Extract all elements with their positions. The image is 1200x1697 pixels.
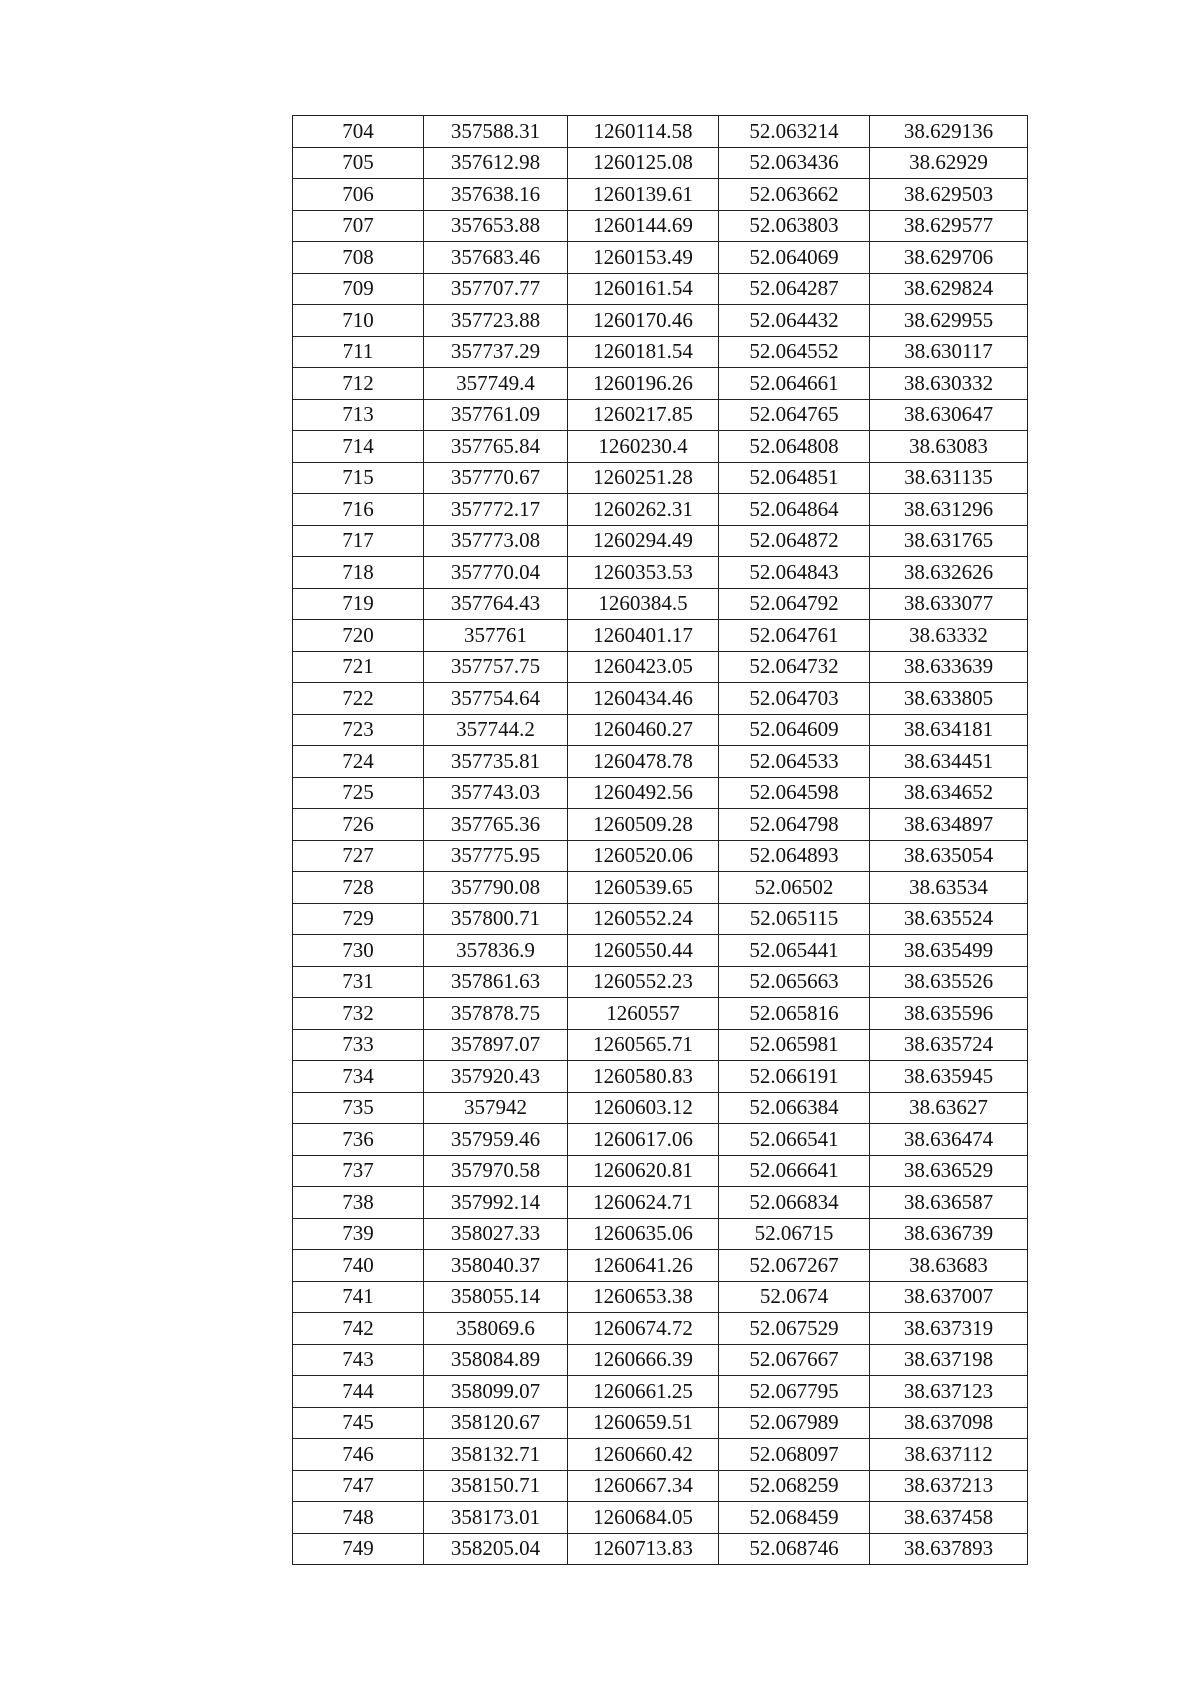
x-coordinate-cell: 357959.46 [424, 1124, 568, 1156]
table-row [293, 1029, 1028, 1061]
x-coordinate-cell: 358099.07 [424, 1376, 568, 1408]
longitude-cell: 52.064732 [719, 651, 870, 683]
point-number-cell: 741 [293, 1281, 424, 1313]
longitude-cell: 52.065441 [719, 935, 870, 967]
x-coordinate-cell: 357992.14 [424, 1187, 568, 1219]
latitude-cell: 38.631135 [870, 462, 1028, 494]
latitude-cell: 38.63534 [870, 872, 1028, 904]
latitude-cell: 38.630332 [870, 368, 1028, 400]
y-coordinate-cell: 1260659.51 [568, 1407, 719, 1439]
latitude-cell: 38.637213 [870, 1470, 1028, 1502]
y-coordinate-cell: 1260603.12 [568, 1092, 719, 1124]
point-number-cell: 745 [293, 1407, 424, 1439]
longitude-cell: 52.066641 [719, 1155, 870, 1187]
longitude-cell: 52.06502 [719, 872, 870, 904]
latitude-cell: 38.637112 [870, 1439, 1028, 1471]
x-coordinate-cell: 357683.46 [424, 242, 568, 274]
latitude-cell: 38.634897 [870, 809, 1028, 841]
table-row [293, 179, 1028, 211]
table-row [293, 1313, 1028, 1345]
y-coordinate-cell: 1260139.61 [568, 179, 719, 211]
point-number-cell: 724 [293, 746, 424, 778]
x-coordinate-cell: 357775.95 [424, 840, 568, 872]
latitude-cell: 38.631765 [870, 525, 1028, 557]
table-row [293, 1124, 1028, 1156]
table-row [293, 1344, 1028, 1376]
point-number-cell: 744 [293, 1376, 424, 1408]
longitude-cell: 52.064432 [719, 305, 870, 337]
y-coordinate-cell: 1260552.24 [568, 903, 719, 935]
latitude-cell: 38.63683 [870, 1250, 1028, 1282]
y-coordinate-cell: 1260125.08 [568, 147, 719, 179]
x-coordinate-cell: 357744.2 [424, 714, 568, 746]
y-coordinate-cell: 1260565.71 [568, 1029, 719, 1061]
y-coordinate-cell: 1260423.05 [568, 651, 719, 683]
x-coordinate-cell: 357861.63 [424, 966, 568, 998]
longitude-cell: 52.067529 [719, 1313, 870, 1345]
point-number-cell: 743 [293, 1344, 424, 1376]
longitude-cell: 52.066384 [719, 1092, 870, 1124]
x-coordinate-cell: 357612.98 [424, 147, 568, 179]
x-coordinate-cell: 357757.75 [424, 651, 568, 683]
table-row [293, 336, 1028, 368]
latitude-cell: 38.630647 [870, 399, 1028, 431]
point-number-cell: 733 [293, 1029, 424, 1061]
longitude-cell: 52.067267 [719, 1250, 870, 1282]
x-coordinate-cell: 357836.9 [424, 935, 568, 967]
table-row [293, 840, 1028, 872]
y-coordinate-cell: 1260660.42 [568, 1439, 719, 1471]
x-coordinate-cell: 357749.4 [424, 368, 568, 400]
longitude-cell: 52.064287 [719, 273, 870, 305]
longitude-cell: 52.065115 [719, 903, 870, 935]
x-coordinate-cell: 358069.6 [424, 1313, 568, 1345]
x-coordinate-cell: 357790.08 [424, 872, 568, 904]
x-coordinate-cell: 357754.64 [424, 683, 568, 715]
longitude-cell: 52.067989 [719, 1407, 870, 1439]
point-number-cell: 739 [293, 1218, 424, 1250]
table-row [293, 242, 1028, 274]
table-row [293, 714, 1028, 746]
x-coordinate-cell: 357653.88 [424, 210, 568, 242]
longitude-cell: 52.064792 [719, 588, 870, 620]
x-coordinate-cell: 358205.04 [424, 1533, 568, 1565]
point-number-cell: 704 [293, 116, 424, 148]
table-row [293, 1092, 1028, 1124]
y-coordinate-cell: 1260624.71 [568, 1187, 719, 1219]
coordinates-table [292, 115, 1028, 1565]
latitude-cell: 38.629577 [870, 210, 1028, 242]
x-coordinate-cell: 358040.37 [424, 1250, 568, 1282]
x-coordinate-cell: 358084.89 [424, 1344, 568, 1376]
longitude-cell: 52.068097 [719, 1439, 870, 1471]
y-coordinate-cell: 1260251.28 [568, 462, 719, 494]
x-coordinate-cell: 358173.01 [424, 1502, 568, 1534]
table-row [293, 399, 1028, 431]
x-coordinate-cell: 357638.16 [424, 179, 568, 211]
longitude-cell: 52.064872 [719, 525, 870, 557]
longitude-cell: 52.064893 [719, 840, 870, 872]
latitude-cell: 38.63627 [870, 1092, 1028, 1124]
y-coordinate-cell: 1260520.06 [568, 840, 719, 872]
x-coordinate-cell: 357970.58 [424, 1155, 568, 1187]
table-row [293, 525, 1028, 557]
latitude-cell: 38.63332 [870, 620, 1028, 652]
longitude-cell: 52.067795 [719, 1376, 870, 1408]
x-coordinate-cell: 357761.09 [424, 399, 568, 431]
table-row [293, 1218, 1028, 1250]
x-coordinate-cell: 357800.71 [424, 903, 568, 935]
y-coordinate-cell: 1260674.72 [568, 1313, 719, 1345]
point-number-cell: 718 [293, 557, 424, 589]
table-row [293, 1439, 1028, 1471]
point-number-cell: 728 [293, 872, 424, 904]
latitude-cell: 38.629955 [870, 305, 1028, 337]
longitude-cell: 52.068459 [719, 1502, 870, 1534]
latitude-cell: 38.633077 [870, 588, 1028, 620]
latitude-cell: 38.63083 [870, 431, 1028, 463]
y-coordinate-cell: 1260635.06 [568, 1218, 719, 1250]
latitude-cell: 38.636587 [870, 1187, 1028, 1219]
x-coordinate-cell: 357765.84 [424, 431, 568, 463]
point-number-cell: 731 [293, 966, 424, 998]
table-row [293, 1470, 1028, 1502]
x-coordinate-cell: 357737.29 [424, 336, 568, 368]
y-coordinate-cell: 1260666.39 [568, 1344, 719, 1376]
longitude-cell: 52.064761 [719, 620, 870, 652]
point-number-cell: 742 [293, 1313, 424, 1345]
point-number-cell: 735 [293, 1092, 424, 1124]
point-number-cell: 705 [293, 147, 424, 179]
x-coordinate-cell: 358027.33 [424, 1218, 568, 1250]
x-coordinate-cell: 357765.36 [424, 809, 568, 841]
longitude-cell: 52.064598 [719, 777, 870, 809]
point-number-cell: 749 [293, 1533, 424, 1565]
table-row [293, 1502, 1028, 1534]
longitude-cell: 52.066541 [719, 1124, 870, 1156]
y-coordinate-cell: 1260294.49 [568, 525, 719, 557]
point-number-cell: 734 [293, 1061, 424, 1093]
table-row [293, 273, 1028, 305]
longitude-cell: 52.064798 [719, 809, 870, 841]
latitude-cell: 38.629503 [870, 179, 1028, 211]
point-number-cell: 723 [293, 714, 424, 746]
table-row [293, 1250, 1028, 1282]
longitude-cell: 52.064552 [719, 336, 870, 368]
y-coordinate-cell: 1260460.27 [568, 714, 719, 746]
table-row [293, 1281, 1028, 1313]
x-coordinate-cell: 358055.14 [424, 1281, 568, 1313]
point-number-cell: 720 [293, 620, 424, 652]
longitude-cell: 52.064609 [719, 714, 870, 746]
longitude-cell: 52.063662 [719, 179, 870, 211]
point-number-cell: 712 [293, 368, 424, 400]
longitude-cell: 52.066834 [719, 1187, 870, 1219]
y-coordinate-cell: 1260684.05 [568, 1502, 719, 1534]
table-row [293, 431, 1028, 463]
y-coordinate-cell: 1260114.58 [568, 116, 719, 148]
point-number-cell: 740 [293, 1250, 424, 1282]
table-row [293, 1376, 1028, 1408]
y-coordinate-cell: 1260641.26 [568, 1250, 719, 1282]
latitude-cell: 38.637198 [870, 1344, 1028, 1376]
y-coordinate-cell: 1260661.25 [568, 1376, 719, 1408]
table-row [293, 1187, 1028, 1219]
table-row [293, 305, 1028, 337]
y-coordinate-cell: 1260550.44 [568, 935, 719, 967]
latitude-cell: 38.634652 [870, 777, 1028, 809]
longitude-cell: 52.064069 [719, 242, 870, 274]
y-coordinate-cell: 1260478.78 [568, 746, 719, 778]
y-coordinate-cell: 1260144.69 [568, 210, 719, 242]
x-coordinate-cell: 357878.75 [424, 998, 568, 1030]
y-coordinate-cell: 1260552.23 [568, 966, 719, 998]
x-coordinate-cell: 357772.17 [424, 494, 568, 526]
longitude-cell: 52.064851 [719, 462, 870, 494]
y-coordinate-cell: 1260401.17 [568, 620, 719, 652]
y-coordinate-cell: 1260181.54 [568, 336, 719, 368]
latitude-cell: 38.632626 [870, 557, 1028, 589]
y-coordinate-cell: 1260161.54 [568, 273, 719, 305]
y-coordinate-cell: 1260509.28 [568, 809, 719, 841]
point-number-cell: 719 [293, 588, 424, 620]
y-coordinate-cell: 1260617.06 [568, 1124, 719, 1156]
table-row [293, 651, 1028, 683]
latitude-cell: 38.634451 [870, 746, 1028, 778]
longitude-cell: 52.063803 [719, 210, 870, 242]
table-body [293, 116, 1028, 1565]
y-coordinate-cell: 1260580.83 [568, 1061, 719, 1093]
point-number-cell: 730 [293, 935, 424, 967]
table-row [293, 1533, 1028, 1565]
table-row [293, 462, 1028, 494]
latitude-cell: 38.635596 [870, 998, 1028, 1030]
point-number-cell: 717 [293, 525, 424, 557]
point-number-cell: 737 [293, 1155, 424, 1187]
table-row [293, 147, 1028, 179]
table-row [293, 1155, 1028, 1187]
longitude-cell: 52.066191 [719, 1061, 870, 1093]
y-coordinate-cell: 1260384.5 [568, 588, 719, 620]
latitude-cell: 38.635054 [870, 840, 1028, 872]
x-coordinate-cell: 357764.43 [424, 588, 568, 620]
point-number-cell: 713 [293, 399, 424, 431]
y-coordinate-cell: 1260557 [568, 998, 719, 1030]
longitude-cell: 52.067667 [719, 1344, 870, 1376]
latitude-cell: 38.637458 [870, 1502, 1028, 1534]
latitude-cell: 38.629706 [870, 242, 1028, 274]
longitude-cell: 52.064808 [719, 431, 870, 463]
table-row [293, 935, 1028, 967]
latitude-cell: 38.629824 [870, 273, 1028, 305]
table-row [293, 620, 1028, 652]
y-coordinate-cell: 1260667.34 [568, 1470, 719, 1502]
y-coordinate-cell: 1260230.4 [568, 431, 719, 463]
table-row [293, 966, 1028, 998]
latitude-cell: 38.637123 [870, 1376, 1028, 1408]
x-coordinate-cell: 357743.03 [424, 777, 568, 809]
latitude-cell: 38.629136 [870, 116, 1028, 148]
x-coordinate-cell: 357588.31 [424, 116, 568, 148]
point-number-cell: 725 [293, 777, 424, 809]
longitude-cell: 52.064661 [719, 368, 870, 400]
point-number-cell: 732 [293, 998, 424, 1030]
point-number-cell: 736 [293, 1124, 424, 1156]
y-coordinate-cell: 1260353.53 [568, 557, 719, 589]
longitude-cell: 52.0674 [719, 1281, 870, 1313]
latitude-cell: 38.637007 [870, 1281, 1028, 1313]
point-number-cell: 721 [293, 651, 424, 683]
x-coordinate-cell: 357707.77 [424, 273, 568, 305]
latitude-cell: 38.636474 [870, 1124, 1028, 1156]
longitude-cell: 52.065663 [719, 966, 870, 998]
table-row [293, 683, 1028, 715]
point-number-cell: 738 [293, 1187, 424, 1219]
latitude-cell: 38.637319 [870, 1313, 1028, 1345]
longitude-cell: 52.063214 [719, 116, 870, 148]
point-number-cell: 711 [293, 336, 424, 368]
longitude-cell: 52.064864 [719, 494, 870, 526]
y-coordinate-cell: 1260217.85 [568, 399, 719, 431]
table-row [293, 809, 1028, 841]
point-number-cell: 747 [293, 1470, 424, 1502]
x-coordinate-cell: 357770.04 [424, 557, 568, 589]
y-coordinate-cell: 1260434.46 [568, 683, 719, 715]
x-coordinate-cell: 357773.08 [424, 525, 568, 557]
point-number-cell: 708 [293, 242, 424, 274]
y-coordinate-cell: 1260196.26 [568, 368, 719, 400]
table-row [293, 557, 1028, 589]
longitude-cell: 52.064533 [719, 746, 870, 778]
table-row [293, 998, 1028, 1030]
point-number-cell: 748 [293, 1502, 424, 1534]
x-coordinate-cell: 358120.67 [424, 1407, 568, 1439]
latitude-cell: 38.634181 [870, 714, 1028, 746]
y-coordinate-cell: 1260539.65 [568, 872, 719, 904]
table-row [293, 903, 1028, 935]
latitude-cell: 38.633639 [870, 651, 1028, 683]
longitude-cell: 52.064765 [719, 399, 870, 431]
latitude-cell: 38.635724 [870, 1029, 1028, 1061]
point-number-cell: 746 [293, 1439, 424, 1471]
y-coordinate-cell: 1260653.38 [568, 1281, 719, 1313]
point-number-cell: 716 [293, 494, 424, 526]
x-coordinate-cell: 357723.88 [424, 305, 568, 337]
table-row [293, 116, 1028, 148]
longitude-cell: 52.065981 [719, 1029, 870, 1061]
longitude-cell: 52.064843 [719, 557, 870, 589]
latitude-cell: 38.635526 [870, 966, 1028, 998]
point-number-cell: 710 [293, 305, 424, 337]
latitude-cell: 38.635945 [870, 1061, 1028, 1093]
y-coordinate-cell: 1260262.31 [568, 494, 719, 526]
latitude-cell: 38.637098 [870, 1407, 1028, 1439]
table-row [293, 494, 1028, 526]
point-number-cell: 729 [293, 903, 424, 935]
x-coordinate-cell: 357770.67 [424, 462, 568, 494]
x-coordinate-cell: 357920.43 [424, 1061, 568, 1093]
point-number-cell: 714 [293, 431, 424, 463]
latitude-cell: 38.633805 [870, 683, 1028, 715]
point-number-cell: 709 [293, 273, 424, 305]
table-row [293, 368, 1028, 400]
table-row [293, 210, 1028, 242]
y-coordinate-cell: 1260492.56 [568, 777, 719, 809]
point-number-cell: 722 [293, 683, 424, 715]
y-coordinate-cell: 1260620.81 [568, 1155, 719, 1187]
table-row [293, 872, 1028, 904]
x-coordinate-cell: 357942 [424, 1092, 568, 1124]
latitude-cell: 38.637893 [870, 1533, 1028, 1565]
latitude-cell: 38.62929 [870, 147, 1028, 179]
longitude-cell: 52.063436 [719, 147, 870, 179]
latitude-cell: 38.636739 [870, 1218, 1028, 1250]
latitude-cell: 38.635499 [870, 935, 1028, 967]
point-number-cell: 707 [293, 210, 424, 242]
y-coordinate-cell: 1260170.46 [568, 305, 719, 337]
latitude-cell: 38.635524 [870, 903, 1028, 935]
longitude-cell: 52.064703 [719, 683, 870, 715]
latitude-cell: 38.630117 [870, 336, 1028, 368]
longitude-cell: 52.068746 [719, 1533, 870, 1565]
x-coordinate-cell: 357897.07 [424, 1029, 568, 1061]
latitude-cell: 38.636529 [870, 1155, 1028, 1187]
table-row [293, 777, 1028, 809]
x-coordinate-cell: 357761 [424, 620, 568, 652]
point-number-cell: 726 [293, 809, 424, 841]
y-coordinate-cell: 1260713.83 [568, 1533, 719, 1565]
latitude-cell: 38.631296 [870, 494, 1028, 526]
longitude-cell: 52.06715 [719, 1218, 870, 1250]
longitude-cell: 52.068259 [719, 1470, 870, 1502]
table-row [293, 588, 1028, 620]
y-coordinate-cell: 1260153.49 [568, 242, 719, 274]
table-row [293, 746, 1028, 778]
table-row [293, 1407, 1028, 1439]
point-number-cell: 715 [293, 462, 424, 494]
x-coordinate-cell: 358132.71 [424, 1439, 568, 1471]
x-coordinate-cell: 357735.81 [424, 746, 568, 778]
table-row [293, 1061, 1028, 1093]
x-coordinate-cell: 358150.71 [424, 1470, 568, 1502]
longitude-cell: 52.065816 [719, 998, 870, 1030]
point-number-cell: 727 [293, 840, 424, 872]
point-number-cell: 706 [293, 179, 424, 211]
